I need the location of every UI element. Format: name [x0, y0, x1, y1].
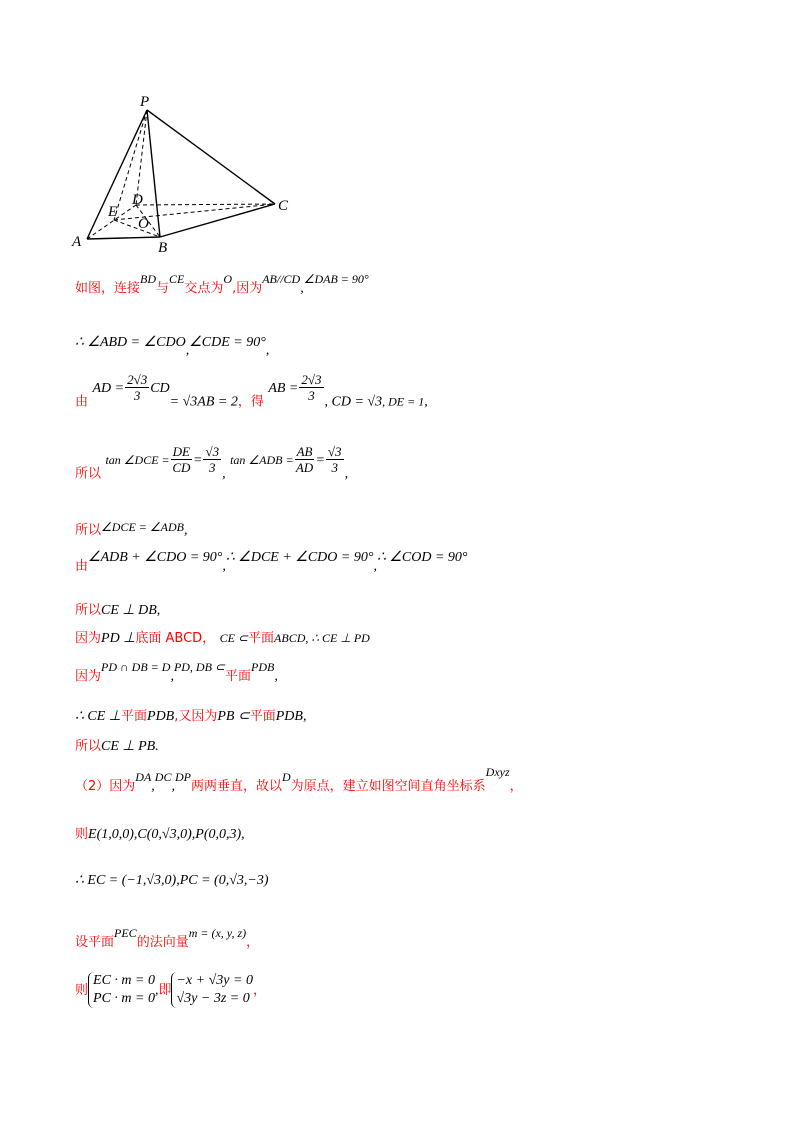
- separator: ,: [222, 559, 226, 574]
- solution-line-5: [75, 520, 187, 541]
- separator: .: [155, 739, 159, 754]
- separator: ,: [176, 873, 180, 888]
- math: PDB: [251, 660, 275, 674]
- text: 平面: [248, 631, 275, 646]
- math: ∠DCE = ∠ADB: [101, 520, 184, 534]
- separator: ,: [183, 523, 188, 538]
- text: 由: [75, 394, 89, 410]
- text: 因为: [75, 631, 102, 646]
- separator: ,: [424, 394, 428, 410]
- equation-system-2: −x + √3y = 0 √3y − 3z = 0: [171, 972, 252, 1008]
- text: 平面: [121, 709, 148, 724]
- solution-line-8: [75, 628, 370, 649]
- math: D: [281, 770, 291, 784]
- text: 平面: [224, 669, 251, 684]
- math: PD ⊥: [101, 631, 136, 646]
- math: m = (x, y, z): [188, 926, 247, 940]
- pyramid-figure: [70, 92, 300, 262]
- equation-system-1: EC · m = 0 PC · m = 0: [88, 972, 155, 1008]
- text: 如图，连接: [75, 281, 141, 296]
- math: P(0,0,3): [195, 827, 242, 842]
- text: ,又因为: [174, 709, 218, 724]
- text: 即: [158, 983, 172, 998]
- math: AB//CD: [262, 272, 301, 286]
- math: PDB: [147, 709, 175, 724]
- solution-line-16: [75, 970, 266, 1011]
- math: , DE = 1: [382, 394, 425, 409]
- separator: ,: [170, 669, 174, 684]
- math: DP: [174, 770, 191, 784]
- separator: ,: [151, 779, 155, 794]
- math: Dxyz: [485, 765, 510, 779]
- math: ∠DAB = 90°: [303, 272, 369, 286]
- text: 所以: [75, 466, 102, 482]
- solution-line-7: [75, 600, 160, 621]
- text: 所以: [75, 603, 102, 618]
- separator: ,: [302, 709, 307, 724]
- text: 则: [75, 827, 89, 842]
- text: （2）因为: [75, 779, 136, 794]
- math: E(1,0,0): [88, 827, 134, 842]
- separator: ,: [133, 827, 138, 842]
- text: 的法向量: [136, 935, 189, 950]
- text: 平面: [249, 709, 276, 724]
- separator: ,: [274, 669, 278, 684]
- math: , ∴ CE ⊥ PD: [305, 631, 370, 645]
- solution-line-3: [75, 372, 428, 417]
- text: 底面 ABCD，: [135, 631, 216, 646]
- solution-line-9: [75, 660, 278, 687]
- math: O: [223, 272, 233, 286]
- label-o: O: [138, 216, 149, 232]
- math: ABCD: [274, 631, 306, 645]
- label-c: C: [278, 198, 289, 214]
- separator: ，: [246, 935, 260, 950]
- solution-line-2: [75, 332, 270, 358]
- math: ∴ ∠DCE + ∠CDO = 90°: [225, 550, 374, 565]
- text: 则: [75, 983, 89, 998]
- math: ∴ EC = (−1,√3,0): [75, 873, 177, 888]
- solution-line-14: [75, 870, 269, 891]
- text: 由: [75, 559, 89, 574]
- fraction: $\frac{DE}{CD}$: [172, 444, 191, 475]
- math: ∴ ∠ABD = ∠CDO: [75, 335, 186, 350]
- math: PDB: [275, 709, 303, 724]
- text: 交点为: [184, 281, 224, 296]
- math: CE ⊥ PB: [101, 739, 156, 754]
- math: AD =: [92, 380, 125, 396]
- fraction: $\frac{AB}{AD}$: [295, 444, 314, 475]
- separator: ,: [222, 466, 226, 482]
- solution-line-15: [75, 926, 260, 953]
- math: CD: [150, 380, 170, 396]
- label-b: B: [158, 240, 168, 256]
- math: , CD = √3: [324, 394, 383, 410]
- separator: ,: [185, 343, 190, 358]
- solution-line-4: [75, 444, 349, 489]
- separator: ,: [344, 466, 349, 482]
- math: tan ∠ADB =: [230, 452, 294, 467]
- fraction: $\frac{√3}{3}$: [205, 444, 220, 475]
- separator: ,: [300, 281, 304, 296]
- math: PC = (0,√3,−3): [179, 873, 269, 888]
- label-e: E: [108, 204, 118, 220]
- separator: ，: [252, 983, 266, 998]
- text: ,因为: [232, 281, 263, 296]
- math: DC: [154, 770, 172, 784]
- math: CE ⊥ DB: [101, 603, 157, 618]
- math: AB =: [268, 380, 299, 396]
- separator: ,: [171, 779, 175, 794]
- separator: ,: [156, 603, 161, 618]
- math: ∴ ∠COD = 90°: [376, 550, 468, 565]
- math: ∠CDE = 90°: [189, 335, 266, 350]
- math: PD, DB ⊂: [173, 660, 225, 674]
- solution-line-12: [75, 765, 523, 797]
- separator: ,: [373, 559, 377, 574]
- math: DA: [135, 770, 152, 784]
- text: 与: [156, 281, 170, 296]
- label-p: P: [140, 94, 150, 110]
- solution-line-11: [75, 736, 159, 757]
- text: 两两垂直，故以: [190, 779, 282, 794]
- text: 为原点，建立如图空间直角坐标系: [290, 779, 486, 794]
- math: ∴ CE ⊥: [75, 709, 121, 724]
- fraction: $\frac{√3}{3}$: [327, 444, 342, 475]
- math: PEC: [114, 926, 137, 940]
- solution-line-6: [75, 550, 468, 577]
- math: ∠ADB + ∠CDO = 90°: [88, 550, 223, 565]
- text: 所以: [75, 739, 102, 754]
- fraction: $\frac{2√3}{3}$: [127, 372, 148, 403]
- math: PB ⊂: [217, 709, 250, 724]
- label-d: D: [132, 192, 143, 208]
- solution-line-10: [75, 706, 306, 727]
- math: C(0,√3,0): [137, 827, 192, 842]
- text: ，得: [237, 394, 264, 410]
- separator: ,: [154, 983, 159, 998]
- solution-line-13: [75, 824, 245, 845]
- fraction: $\frac{2√3}{3}$: [301, 372, 322, 403]
- label-a: A: [72, 234, 82, 250]
- separator: ,: [241, 827, 245, 842]
- solution-line-1: [75, 272, 369, 299]
- math: =: [193, 452, 203, 468]
- math: =: [315, 452, 325, 468]
- text: 因为: [75, 669, 102, 684]
- separator: ，: [509, 779, 523, 794]
- text: 设平面: [75, 935, 115, 950]
- math: CE: [169, 272, 185, 286]
- math: tan ∠DCE =: [105, 452, 170, 467]
- math: BD: [140, 272, 157, 286]
- text: 所以: [75, 523, 102, 538]
- separator: ,: [265, 343, 270, 358]
- math: = √3AB = 2: [169, 394, 238, 410]
- math: PD ∩ DB = D: [101, 660, 171, 674]
- math: CE ⊂: [219, 631, 249, 645]
- separator: ,: [191, 827, 196, 842]
